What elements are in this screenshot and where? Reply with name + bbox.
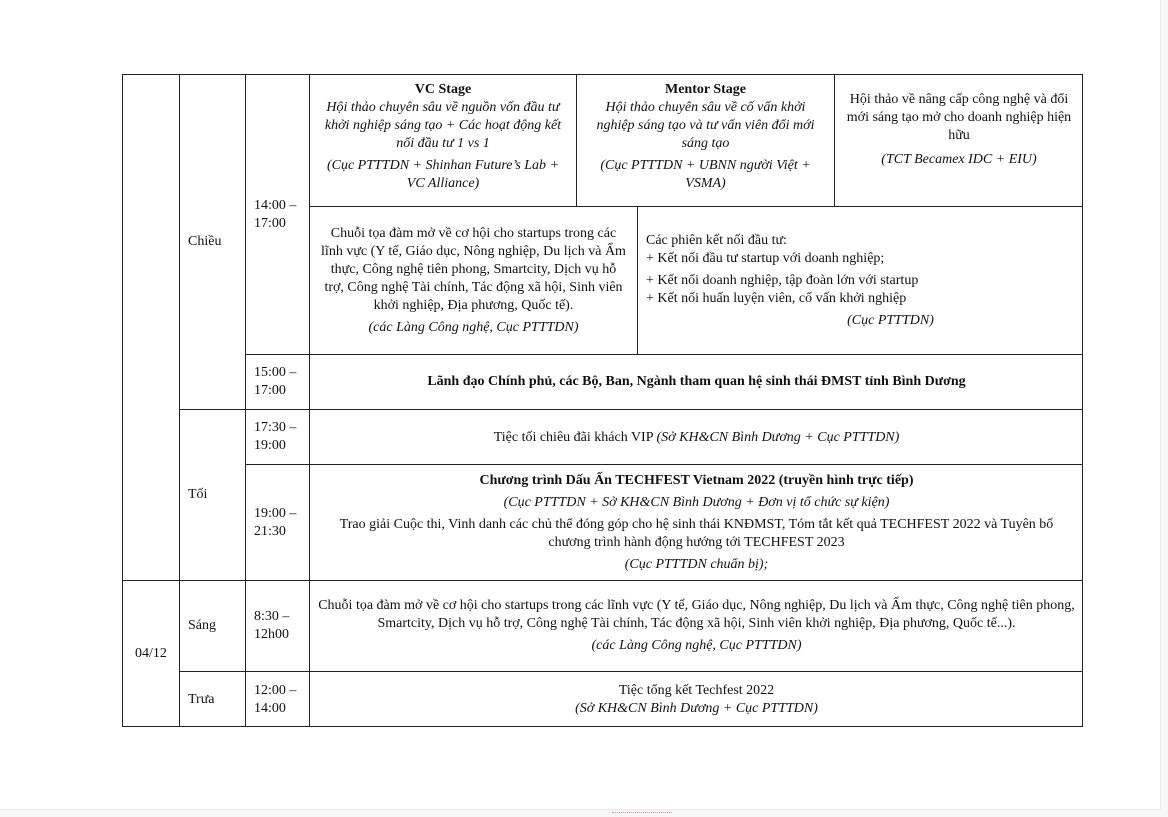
dinner-org: (Sở KH&CN Bình Dương + Cục PTTTDN) xyxy=(656,430,900,445)
closing-party-cell xyxy=(310,672,1083,727)
visit-cell xyxy=(310,355,1083,410)
session-label: Sáng xyxy=(188,618,216,633)
time-cell xyxy=(246,355,310,410)
investment-cell xyxy=(638,207,1083,355)
day2-talks-desc: Chuỗi tọa đàm mở về cơ hội cho startups trong các lĩnh vực (Y tế, Giáo dục, Nông nghiệp, Du lịch và Ẩm thực, Công nghệ tiên phong, Smartcity, Dịch vụ hỗ trợ, Công nghệ Tài chính, Tác động xã hội, Sinh viên khởi nghiệp, Địa phương, Quốc tế...). xyxy=(318,598,1075,631)
tech-upgrade-desc: Hội thảo về nâng cấp công nghệ và đổi mới sáng tạo mở cho doanh nghiệp hiện hữu xyxy=(846,92,1072,143)
session-noon xyxy=(180,672,246,727)
investment-heading: Các phiên kết nối đầu tư: xyxy=(646,232,787,248)
time-cell xyxy=(246,75,310,355)
session-afternoon xyxy=(180,75,246,410)
investment-item: + Kết nối doanh nghiệp, tập đoàn lớn với startup xyxy=(646,272,919,288)
talks-cell xyxy=(310,207,638,355)
date-cell-blank xyxy=(123,75,180,581)
investment-org: (Cục PTTTDN) xyxy=(847,312,934,328)
vc-stage-cell xyxy=(310,75,577,207)
time-cell xyxy=(246,410,310,465)
day2-talks-org: (các Làng Công nghệ, Cục PTTTDN) xyxy=(591,638,802,653)
time-label: 14:00 – 17:00 xyxy=(254,197,297,231)
time-cell xyxy=(246,581,310,672)
talks-org: (các Làng Công nghệ, Cục PTTTDN) xyxy=(368,319,579,335)
time-label: 12:00 – 14:00 xyxy=(254,682,297,716)
techfest-show-cell xyxy=(310,465,1083,581)
vc-stage-title: VC Stage xyxy=(414,82,472,97)
date-label: 04/12 xyxy=(135,646,167,661)
visit-text: Lãnh đạo Chính phủ, các Bộ, Ban, Ngành tham quan hệ sinh thái ĐMST tỉnh Bình Dương xyxy=(427,374,966,389)
party-text: Tiệc tổng kết Techfest 2022 xyxy=(618,682,775,698)
show-title: Chương trình Dấu Ấn TECHFEST Vietnam 2022 (truyền hình trực tiếp) xyxy=(479,472,914,488)
dinner-cell xyxy=(310,410,1083,465)
investment-item: + Kết nối huấn luyện viên, cố vấn khởi nghiệp xyxy=(646,290,907,306)
dinner-text: Tiệc tối chiêu đãi khách VIP xyxy=(493,430,653,445)
show-org: (Cục PTTTDN + Sở KH&CN Bình Dương + Đơn vị tổ chức sự kiện) xyxy=(503,494,890,510)
schedule-table xyxy=(122,74,1083,727)
scan-mark xyxy=(612,812,672,817)
time-label: 19:00 – 21:30 xyxy=(254,505,297,539)
session-label: Chiều xyxy=(188,234,222,249)
mentor-stage-cell xyxy=(577,75,835,207)
vc-stage-org: (Cục PTTTDN + Shinhan Future’s Lab + VC Alliance) xyxy=(326,158,560,191)
talks-desc: Chuỗi tọa đàm mở về cơ hội cho startups trong các lĩnh vực (Y tế, Giáo dục, Nông nghiệp, Du lịch và Ẩm thực, Công nghệ tiên phong, Smartcity, Dịch vụ hỗ trợ, Công nghệ Tài chính, Tác động xã hội, Sinh viên khởi nghiệp, Địa phương, Quốc tế). xyxy=(321,225,626,313)
show-prep: (Cục PTTTDN chuẩn bị); xyxy=(624,556,769,572)
time-label: 15:00 – 17:00 xyxy=(254,365,297,398)
date-cell-0412 xyxy=(123,581,180,727)
tech-upgrade-cell xyxy=(835,75,1083,207)
show-desc: Trao giải Cuộc thi, Vinh danh các chủ thể đóng góp cho hệ sinh thái KNĐMST, Tóm tắt kết quả TECHFEST 2022 và Tuyên bố chương trình hành động hướng tới TECHFEST 2023 xyxy=(339,516,1054,550)
time-label: 8:30 – 12h00 xyxy=(254,609,290,642)
session-label: Trưa xyxy=(188,691,215,707)
party-org: (Sở KH&CN Bình Dương + Cục PTTTDN) xyxy=(575,700,818,716)
investment-item: + Kết nối đầu tư startup với doanh nghiệp; xyxy=(646,250,885,266)
vc-stage-desc: Hội thảo chuyên sâu về nguồn vốn đầu tư khởi nghiệp sáng tạo + Các hoạt động kết nối đầu tư 1 vs 1 xyxy=(324,100,562,151)
time-cell xyxy=(246,672,310,727)
mentor-stage-desc: Hội thảo chuyên sâu về cố vấn khởi nghiệp sáng tạo và tư vấn viên đổi mới sáng tạo xyxy=(596,100,815,151)
mentor-stage-org: (Cục PTTTDN + UBNN người Việt + VSMA) xyxy=(600,158,811,191)
day2-talks-cell xyxy=(310,581,1083,672)
session-evening xyxy=(180,410,246,581)
time-label: 17:30 – 19:00 xyxy=(254,420,297,453)
session-morning xyxy=(180,581,246,672)
tech-upgrade-org: (TCT Becamex IDC + EIU) xyxy=(881,152,1037,167)
session-label: Tối xyxy=(188,487,208,502)
mentor-stage-title: Mentor Stage xyxy=(665,82,746,97)
time-cell xyxy=(246,465,310,581)
